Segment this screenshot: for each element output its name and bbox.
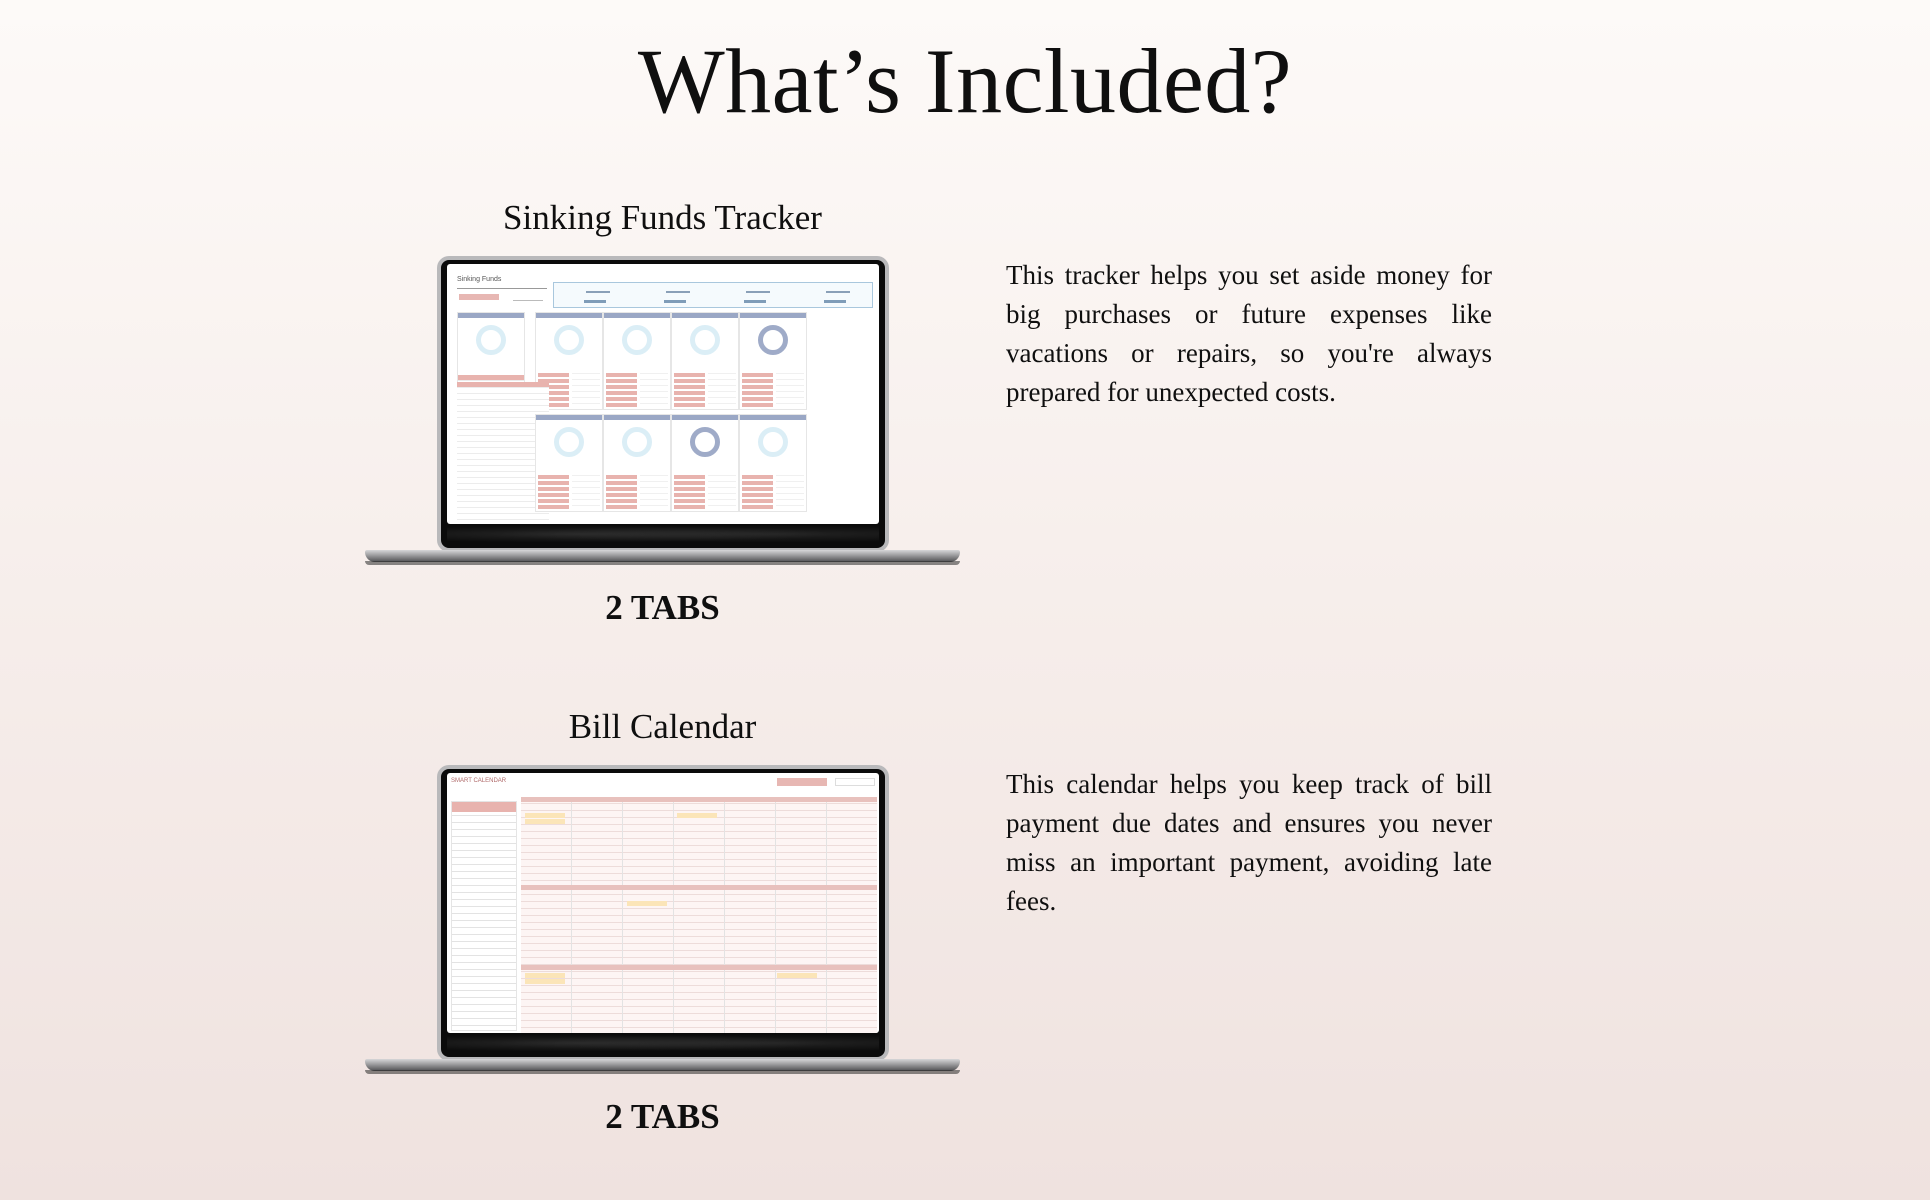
fund-card: [535, 414, 603, 512]
page-title: What’s Included?: [637, 30, 1293, 132]
fund-card: [603, 312, 671, 410]
fund-card: [739, 414, 807, 512]
summary-box: [553, 282, 873, 308]
fund-card: [671, 312, 739, 410]
laptop-base: [365, 550, 960, 562]
section-sinking-funds: [0, 198, 1930, 668]
screen-title: Sinking Funds: [457, 276, 502, 283]
screen-button: [777, 778, 827, 786]
fund-card: [739, 312, 807, 410]
bill-entry: [627, 901, 667, 906]
laptop-lid: [437, 765, 889, 1061]
screen-select: [513, 294, 543, 301]
section-title: Bill Calendar: [568, 707, 757, 746]
screen-button: [459, 294, 499, 300]
bill-entry: [525, 979, 565, 984]
sinking-funds-screenshot: [447, 264, 879, 524]
section-description: This calendar helps you keep track of bill payment due dates and ensures you never miss an important payment, avoiding late fees.: [1006, 769, 1492, 916]
screen-select: [835, 778, 875, 786]
bill-entry: [777, 973, 817, 978]
fund-card: [671, 414, 739, 512]
laptop-base: [365, 1059, 960, 1071]
section-bill-calendar: [0, 707, 1930, 1177]
screen-title: SMART CALENDAR: [451, 778, 507, 784]
laptop-lid: [437, 256, 889, 552]
section-description: This tracker helps you set aside money for big purchases or future expenses like vacations or repairs, so you're always prepared for unexpected costs.: [1006, 260, 1492, 407]
week-header: [521, 885, 877, 890]
bill-entry: [677, 813, 717, 818]
bill-entry: [525, 973, 565, 978]
bills-list: [451, 801, 517, 1031]
bill-entry: [525, 819, 565, 824]
week-header: [521, 797, 877, 802]
bill-calendar-screenshot: [447, 773, 879, 1033]
fund-card: [603, 414, 671, 512]
bill-entry: [525, 813, 565, 818]
section-title: Sinking Funds Tracker: [503, 198, 822, 237]
calendar-grid: [521, 797, 877, 1033]
divider: [457, 288, 547, 289]
laptop-mockup: [365, 765, 960, 1075]
tabs-count-label: 2 TABS: [605, 588, 720, 627]
week-header: [521, 965, 877, 970]
tabs-count-label: 2 TABS: [605, 1097, 720, 1136]
laptop-mockup: [365, 256, 960, 566]
